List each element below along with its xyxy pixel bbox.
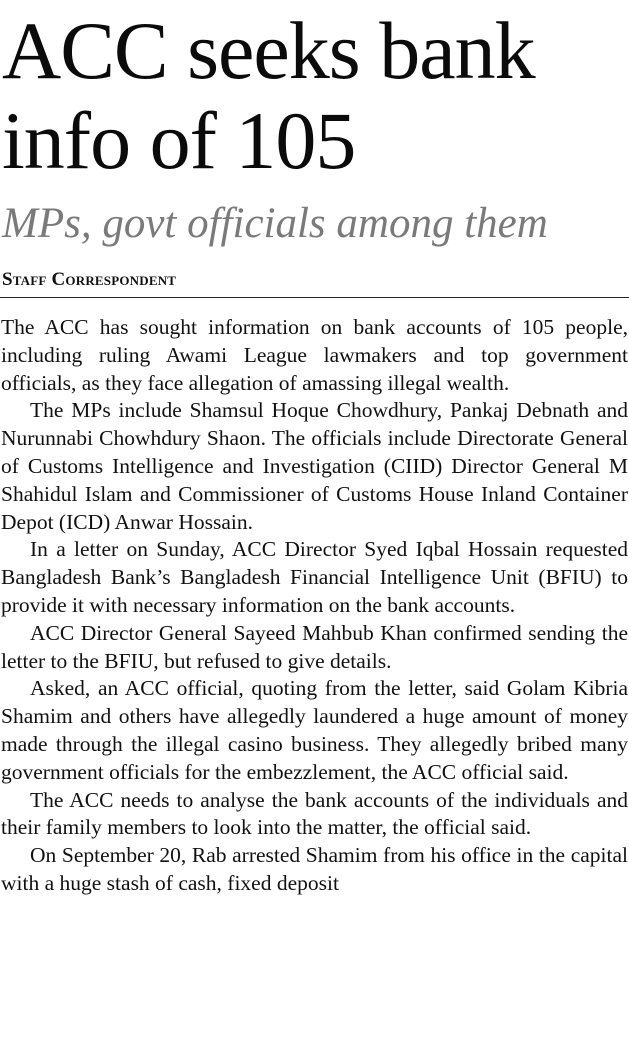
byline-divider <box>0 297 629 298</box>
paragraph-3: In a letter on Sunday, ACC Director Syed Iqbal Hossain requested Bangladesh Bank’s Bangladesh Financial Intelligence Unit (BFIU) to provide it with necessary information on the bank accounts. <box>1 537 628 617</box>
paragraph-4: ACC Director General Sayeed Mahbub Khan confirmed sending the letter to the BFIU, but refused to give details. <box>1 620 628 673</box>
paragraph-5: Asked, an ACC official, quoting from the letter, said Golam Kibria Shamim and others have allegedly laundered a huge amount of money made through the illegal casino business. They allegedly bribed many government officials for the embezzlement, the ACC official said. <box>1 676 628 784</box>
subheadline: MPs, govt officials among them <box>2 200 548 247</box>
paragraph-2: The MPs include Shamsul Hoque Chowdhury, Pankaj Debnath and Nurunnabi Chowhdury Shaon. The officials include Directorate General of Customs Intelligence and Investigation (CIID) Director General M Shahidul Islam and Commissioner of Customs House Inland Container Depot (ICD) Anwar Hossain. <box>1 398 628 534</box>
byline: Staff Correspondent <box>2 269 177 290</box>
paragraph-1: The ACC has sought information on bank accounts of 105 people, including ruling Awami League lawmakers and top government officials, as they face allegation of amassing illegal wealth. <box>1 315 628 395</box>
paragraph-6: The ACC needs to analyse the bank accounts of the individuals and their family members to look into the matter, the official said. <box>1 787 628 840</box>
headline-line-1: ACC seeks bank <box>2 5 535 96</box>
article-body <box>1 314 628 898</box>
paragraph-7: On September 20, Rab arrested Shamim from his office in the capital with a huge stash of cash, fixed deposit <box>1 843 628 895</box>
headline-line-2: info of 105 <box>2 95 356 186</box>
headline <box>0 6 629 186</box>
